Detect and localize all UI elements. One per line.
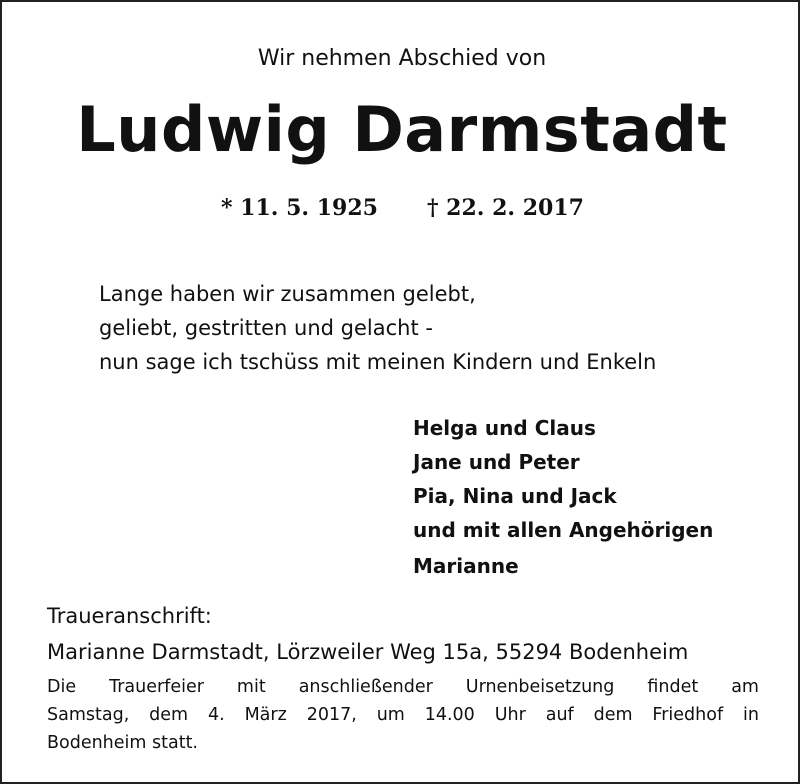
ceremony-word: Die bbox=[47, 677, 77, 697]
address-label: Traueranschrift: bbox=[47, 604, 212, 628]
signer-name: Marianne bbox=[413, 554, 519, 578]
ceremony-word: Urnenbeisetzung bbox=[465, 677, 615, 697]
ceremony-word: dem bbox=[149, 705, 189, 725]
ceremony-word: 4. bbox=[207, 705, 225, 725]
ceremony-word: auf bbox=[545, 705, 574, 725]
ceremony-line bbox=[47, 701, 759, 729]
deceased-name: Ludwig Darmstadt bbox=[76, 93, 728, 166]
family-member: Helga und Claus bbox=[413, 416, 596, 440]
family-member: Jane und Peter bbox=[413, 450, 580, 474]
ceremony-word: anschließender bbox=[298, 677, 433, 697]
family-list bbox=[413, 411, 713, 547]
poem-line: nun sage ich tschüss mit meinen Kindern und Enkeln bbox=[99, 350, 657, 374]
ceremony-line: Bodenheim statt. bbox=[47, 733, 198, 753]
death-date: † 22. 2. 2017 bbox=[427, 195, 584, 221]
poem-line: geliebt, gestritten und gelacht - bbox=[99, 316, 433, 340]
ceremony-word: 14.00 bbox=[424, 705, 475, 725]
ceremony-word: Samstag, bbox=[47, 705, 130, 725]
family-member: Pia, Nina und Jack bbox=[413, 484, 617, 508]
ceremony-word: am bbox=[731, 677, 759, 697]
ceremony-word: Trauerfeier bbox=[109, 677, 204, 697]
ceremony-word: März bbox=[244, 705, 287, 725]
ceremony-line bbox=[47, 673, 759, 701]
birth-date: * 11. 5. 1925 bbox=[221, 195, 378, 221]
intro-text: Wir nehmen Abschied von bbox=[257, 46, 547, 71]
ceremony-word: Friedhof bbox=[652, 705, 724, 725]
ceremony-word: findet bbox=[647, 677, 699, 697]
ceremony-word: um bbox=[376, 705, 405, 725]
poem bbox=[99, 277, 656, 379]
ceremony-word: Uhr bbox=[494, 705, 526, 725]
ceremony-word: mit bbox=[236, 677, 266, 697]
poem-line: Lange haben wir zusammen gelebt, bbox=[99, 282, 476, 306]
family-member: und mit allen Angehörigen bbox=[413, 518, 714, 542]
ceremony-word: 2017, bbox=[306, 705, 357, 725]
address-line: Marianne Darmstadt, Lörzweiler Weg 15a, 55294 Bodenheim bbox=[47, 640, 689, 664]
ceremony-text bbox=[47, 673, 759, 757]
ceremony-word: dem bbox=[593, 705, 633, 725]
ceremony-word: in bbox=[743, 705, 759, 725]
